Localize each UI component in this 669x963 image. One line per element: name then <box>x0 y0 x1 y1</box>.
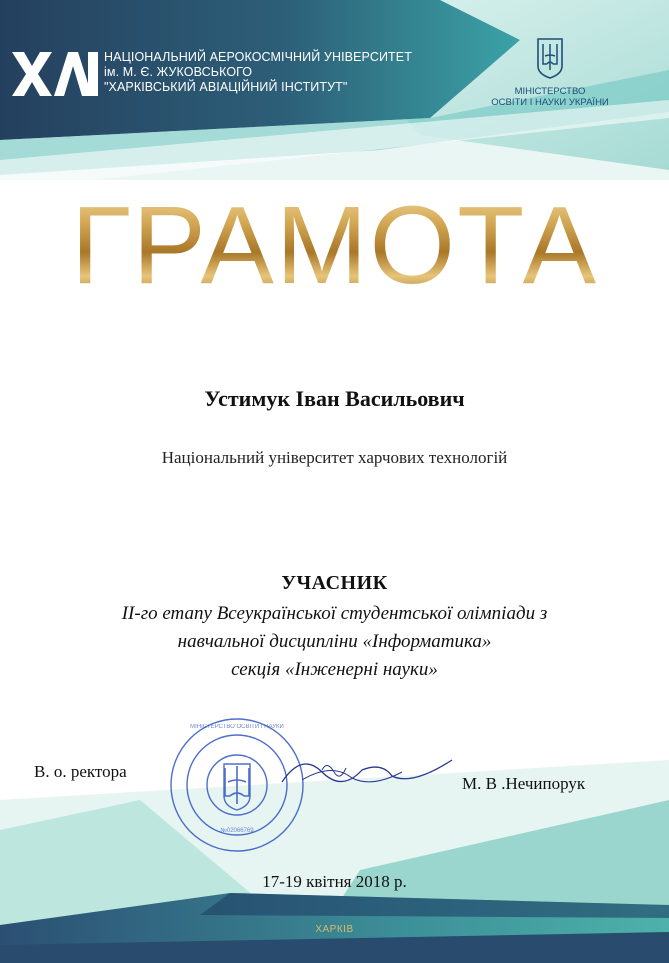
certificate-title: ГРАМОТА <box>0 186 669 306</box>
ministry-line-2: ОСВІТИ І НАУКИ УКРАЇНИ <box>491 97 609 108</box>
university-line-2: ім. М. Є. ЖУКОВСЬКОГО <box>104 65 253 79</box>
signature-icon <box>262 742 462 802</box>
university-line-1: НАЦІОНАЛЬНИЙ АЕРОКОСМІЧНИЙ УНІВЕРСИТЕТ <box>104 50 412 64</box>
award-line-3: секція «Інженерні науки» <box>231 659 438 680</box>
recipient-name: Устимук Іван Васильович <box>204 386 465 411</box>
award-line-2: навчальної дисципліни «Інформатика» <box>177 631 492 652</box>
rector-label: В. о. ректора <box>34 762 127 781</box>
ministry-line-1: МІНІСТЕРСТВО <box>514 86 586 97</box>
award-description <box>40 600 629 684</box>
university-line-3: "ХАРКІВСЬКИЙ АВІАЦІЙНИЙ ІНСТИТУТ" <box>104 80 348 94</box>
khai-logo-icon <box>8 48 108 100</box>
svg-text:№02066769: №02066769 <box>220 828 254 834</box>
ministry-block <box>476 36 624 108</box>
svg-text:МІНІСТЕРСТВО ОСВІТИ І НАУКИ: МІНІСТЕРСТВО ОСВІТИ І НАУКИ <box>190 724 284 730</box>
event-date: 17-19 квітня 2018 р. <box>262 872 407 891</box>
city-label: ХАРКІВ <box>315 924 354 935</box>
university-name <box>104 50 412 95</box>
university-header <box>8 44 448 114</box>
recipient-institution: Національний університет харчових технологій <box>161 448 508 467</box>
trident-icon <box>535 36 565 80</box>
award-line-1: ІІ-го етапу Всеукраїнської студентської олімпіади з <box>121 603 548 624</box>
ministry-name <box>476 86 624 108</box>
award-role: УЧАСНИК <box>281 572 388 594</box>
signer-name: М. В .Нечипорук <box>462 774 586 793</box>
